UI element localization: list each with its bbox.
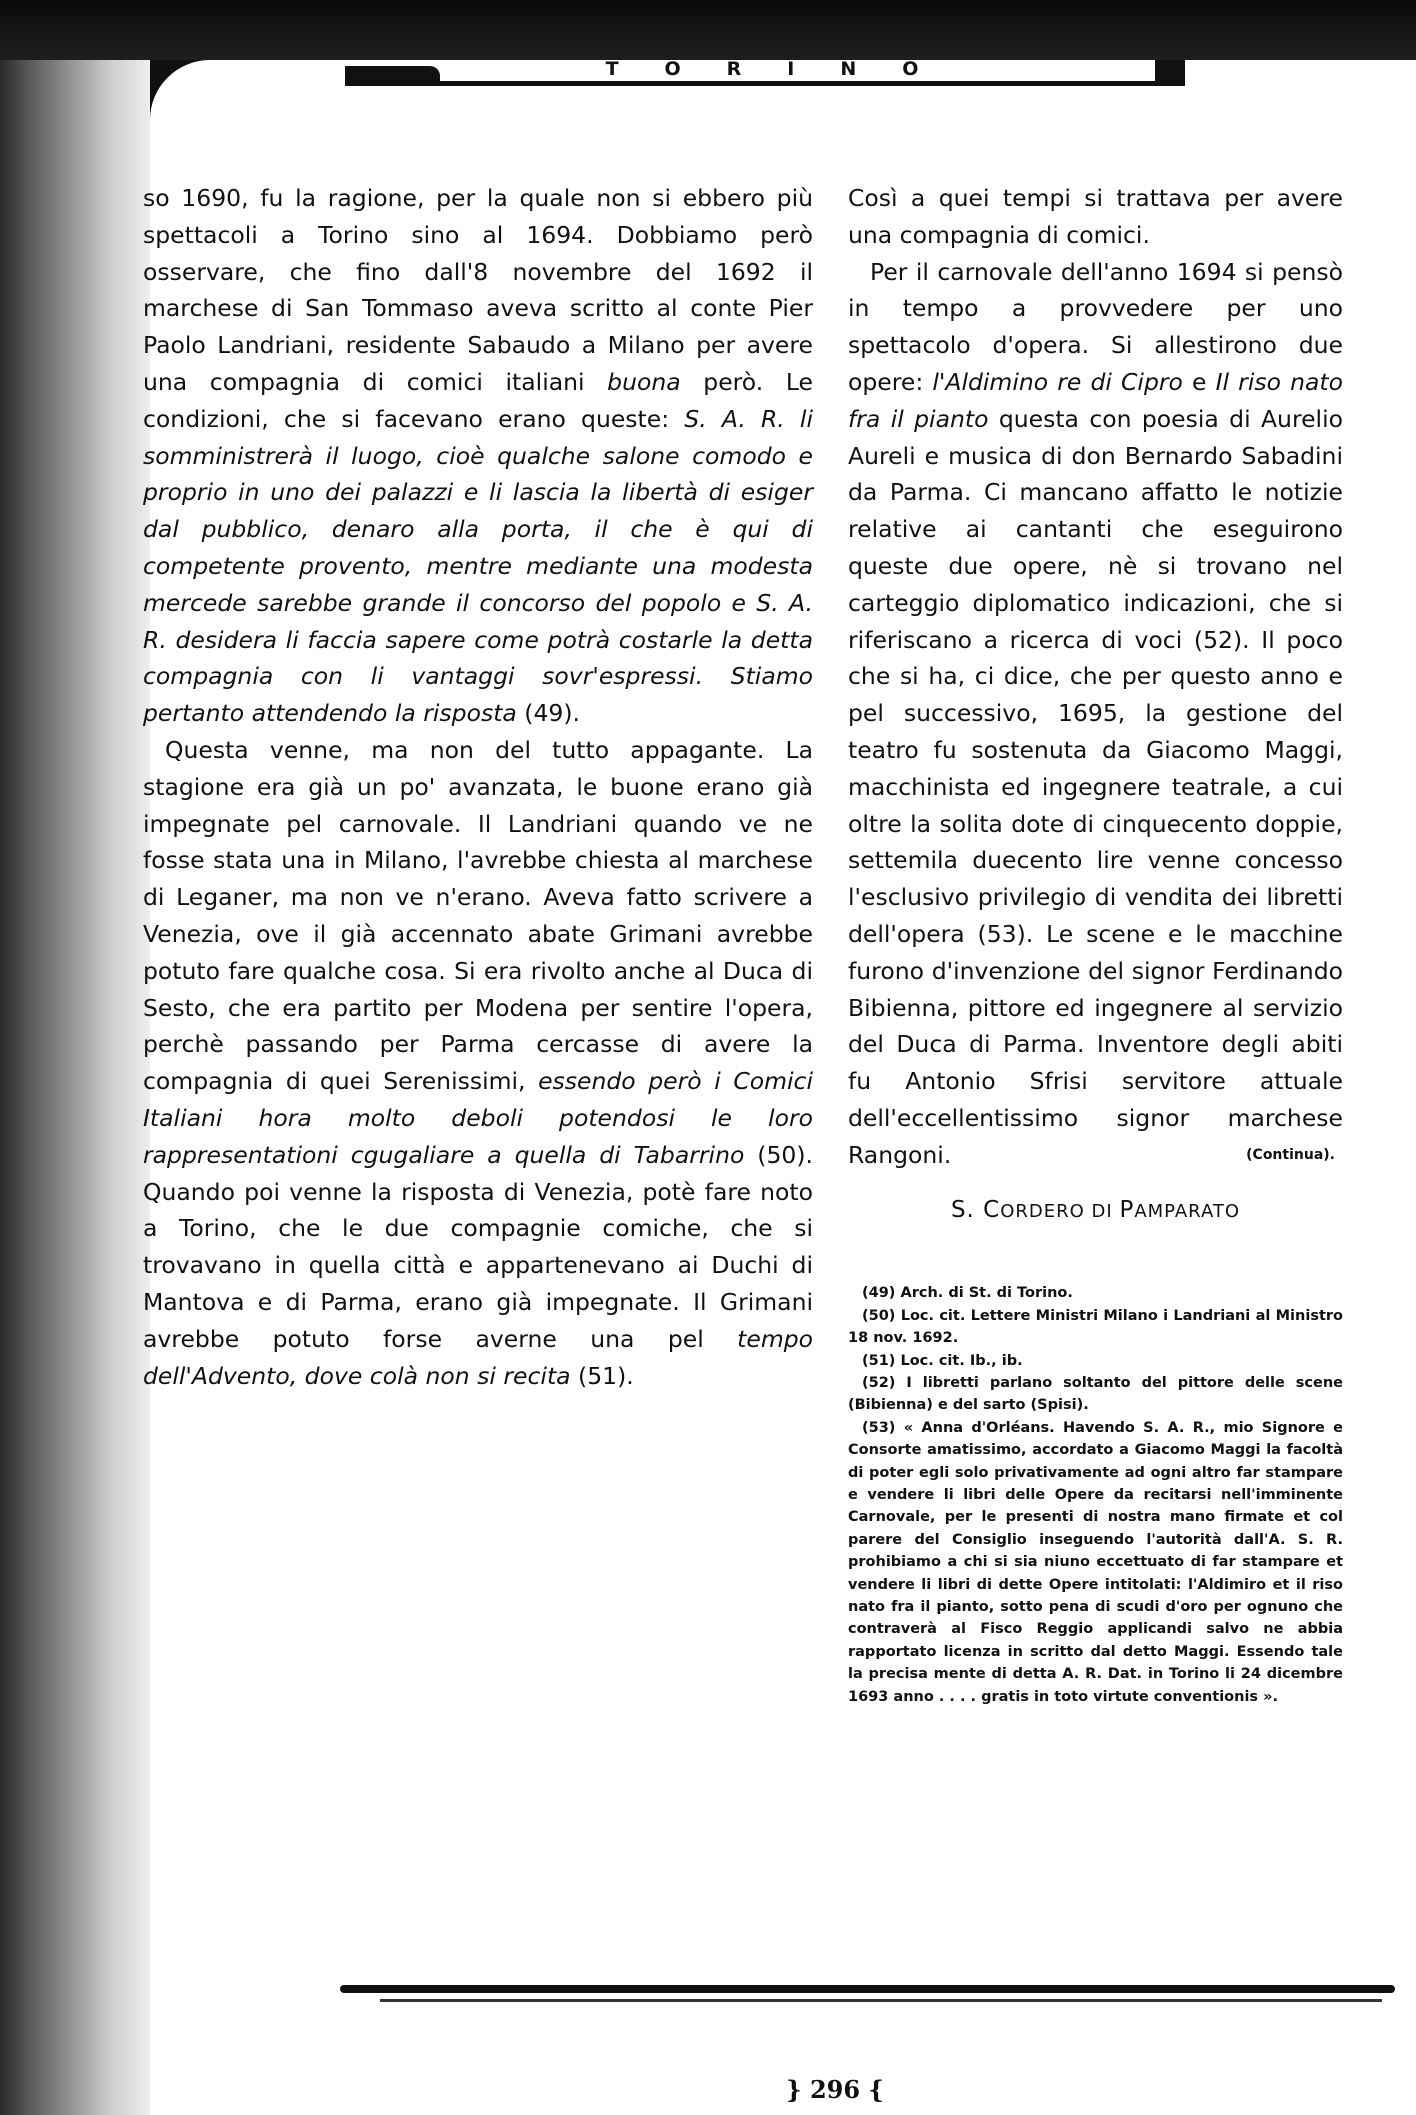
text-run: (50). Quando poi venne la risposta di Venezia, potè fare noto a Torino, che le due compagnie comiche, che si trovavano in quella città e appartenevano ai Duchi di Mantova e di Parma, erano già impegnate. Il Grimani avrebbe potuto forse averne una pel (143, 1140, 813, 1353)
signature-initial: S. C (950, 1196, 1001, 1223)
continua-note: (Continua). (1246, 1146, 1335, 1163)
italic-quote: essendo però i Comici Italiani hora molto deboli potendosi le loro rappresentationi cgugaliare a quella di Tabarrino (143, 1067, 813, 1169)
signature-smallcaps: ORDERO DI (1000, 1200, 1120, 1222)
italic-quote: S. A. R. li somministrerà il luogo, cioè qualche salone comodo e proprio in uno dei palazzi e li lascia la libertà di esiger dal pubblico, denaro alla porta, il che è qui di competente provento, mentre mediante una modesta mercede sarebbe grande il concorso del popolo e S. A. R. desidera li faccia sapere come potrà costarle la detta compagnia con li vantaggi sovr'espressi. Stiamo pertanto attendendo la risposta (143, 404, 813, 728)
paragraph (848, 254, 1343, 1174)
header-title: TORINO (605, 58, 965, 80)
signature-initial: P (1119, 1196, 1135, 1223)
paragraph (143, 180, 813, 732)
footnote-ref: (49). (516, 699, 580, 728)
italic-run: buona (607, 367, 681, 396)
footer-rule (340, 1985, 1395, 2011)
scan-binding-edge (0, 0, 150, 2115)
paragraph: Così a quei tempi si trattava per avere una compagnia di comici. (848, 184, 1343, 249)
footnote: (53) « Anna d'Orléans. Havendo S. A. R., mio Signore e Consorte amatissimo, accordato a Giacomo Maggi la facoltà di poter egli solo privativamente ad ogni altro far stampare e vendere li libri delle Opere da recitarsi nell'imminente Carnovale, per le presenti di nostra mano firmate et col parere del Consiglio inseguendo l'autorità dall'A. S. R. prohibiamo a chi si sia niuno eccettuato di far stampare et vendere li libri di dette Opere intitolati: l'Aldimiro et il riso nato fra il pianto, sotto pena di scudi d'oro per ognuno che contraverà al Fisco Reggio applicandi salvo ne abbia rapportato licenza in scritto dal detto Maggi. Essendo tale la precisa mente di detta A. R. Dat. in Torino li 24 dicembre 1693 anno . . . . gratis in toto virtute conventionis ». (848, 1419, 1343, 1705)
italic-title: l'Aldimino re di Cipro (932, 367, 1183, 396)
italic-quote: tempo dell'Advento, dove colà non si recita (143, 1324, 813, 1390)
footnote: (51) Loc. cit. Ib., ib. (862, 1352, 1023, 1369)
signature-smallcaps: AMPARATO (1134, 1200, 1241, 1222)
scan-top-shadow (0, 0, 1416, 60)
author-signature (848, 1192, 1343, 1231)
footnote: (50) Loc. cit. Lettere Ministri Milano i Landriani al Ministro 18 nov. 1692. (848, 1307, 1343, 1347)
text-run: questa con poesia di Aurelio Aureli e musica di don Bernardo Sabadini da Parma. Ci mancano affatto le notizie relative ai cantanti che eseguirono queste due opere, nè si trovano nel carteggio diplomatico indicazioni, che si riferiscano a ricerca di voci (52). Il poco che si ha, ci dice, che per questo anno e pel successivo, 1695, la gestione del teatro fu sostenuta da Giacomo Maggi, macchinista ed ingegnere teatrale, a cui oltre la solita dote di cinquecento doppie, settemila duecento lire venne concesso l'esclusivo privilegio di vendita dei libretti dell'opera (53). Le scene e le macchine furono d'invenzione del signor Ferdinando Bibienna, pittore ed ingegnere al servizio del Duca di Parma. Inventore degli abiti fu Antonio Sfrisi servitore attuale dell'eccellentissimo signor marchese Rangoni. (848, 404, 1343, 1169)
text-run: e (1182, 367, 1216, 396)
page-number-value: 296 (809, 2075, 861, 2104)
footnote: (52) I libretti parlano soltanto del pittore delle scene (Bibienna) e del sarto (Spisi). (848, 1374, 1343, 1414)
text-column-right (848, 180, 1343, 1708)
text-run: so 1690, fu la ragione, per la quale non si ebbero più spettacoli a Torino sino al 1694. Dobbiamo però osservare, che fino dall'8 novembre del 1692 il marchese di San Tommaso aveva scritto al conte Pier Paolo Landriani, residente Sabaudo a Milano per avere una compagnia di comici italiani (143, 184, 813, 396)
text-run: però. Le condizioni, che si facevano erano queste: (143, 367, 813, 433)
footnote: (49) Arch. di St. di Torino. (862, 1285, 1073, 1302)
text-run: Per il carnovale dell'anno 1694 si pensò in tempo a provvedere per uno spettacolo d'opera. Si allestirono due opere: (848, 257, 1343, 396)
page-number: } 296 { (786, 2075, 884, 2104)
running-header (345, 58, 1185, 90)
footer-rule-thick (340, 1985, 1395, 1993)
text-column-left (143, 180, 813, 1394)
footer-rule-thin (380, 1999, 1382, 2002)
footnote-ref: (51). (570, 1361, 634, 1390)
italic-title: Il riso nato fra il pianto (848, 367, 1343, 433)
header-rule (345, 81, 1185, 86)
header-ornament-right (1155, 60, 1185, 86)
paragraph (143, 732, 813, 1394)
text-run: Questa venne, ma non del tutto appagante. La stagione era già un po' avanzata, le buone erano già impegnate pel carnovale. Il Landriani quando ve ne fosse stata una in Milano, l'avrebbe chiesta al marchese di Leganer, ma non ve n'erano. Aveva fatto scrivere a Venezia, ove il già accennato abate Grimani avrebbe potuto fare qualche cosa. Si era rivolto anche al Duca di Sesto, che era partito per Modena per sentire l'opera, perchè passando per Parma cercasse di avere la compagnia di quei Serenissimi, (143, 735, 813, 1096)
footnotes (848, 1282, 1343, 1708)
